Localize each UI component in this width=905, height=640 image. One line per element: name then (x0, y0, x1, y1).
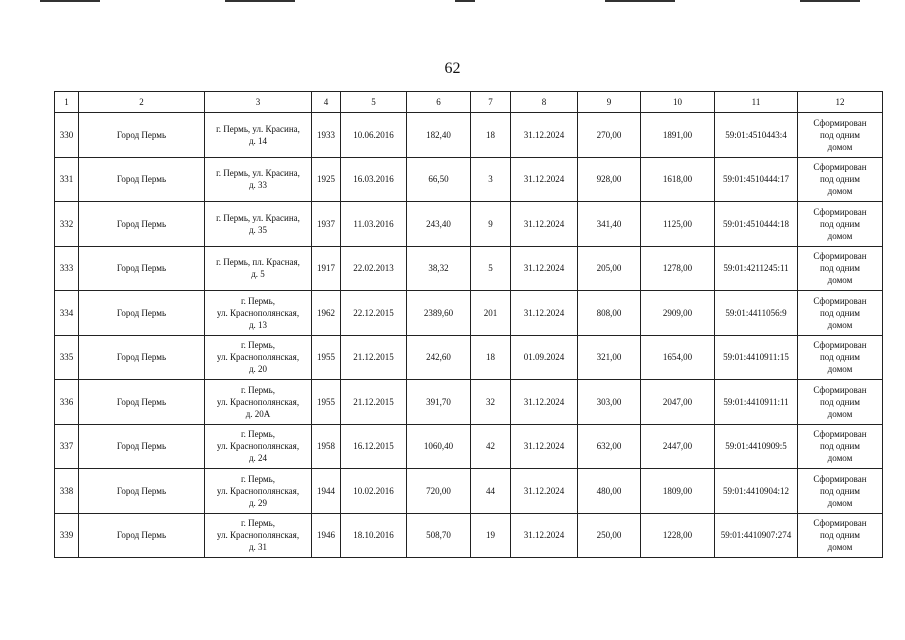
row-number-cell: 336 (55, 380, 79, 425)
value-cell: 1809,00 (641, 469, 715, 514)
address-line: г. Пермь, (240, 518, 276, 529)
value-cell: 1228,00 (641, 513, 715, 558)
address-line: ул. Краснополянская, (216, 485, 300, 496)
area-cell: 391,70 (407, 380, 471, 425)
scan-edge-mark (40, 0, 100, 2)
value-cell: 205,00 (578, 246, 641, 291)
table-row (55, 380, 883, 425)
deadline-date-cell: 01.09.2024 (511, 335, 578, 380)
deadline-date-cell: 31.12.2024 (511, 113, 578, 158)
municipality-cell: Город Пермь (79, 424, 205, 469)
address-line: г. Пермь, ул. Красина, (216, 123, 300, 134)
row-number-cell: 331 (55, 157, 79, 202)
header-row (55, 92, 883, 113)
address-line: ул. Краснополянская, (216, 307, 300, 318)
column-header: 11 (715, 92, 798, 113)
address-line: г. Пермь, ул. Красина, (216, 168, 300, 179)
deadline-date-cell: 31.12.2024 (511, 246, 578, 291)
residents-cell: 32 (471, 380, 511, 425)
value-cell: 1278,00 (641, 246, 715, 291)
cadastral-number-cell: 59:01:4410911:11 (715, 380, 798, 425)
area-cell: 720,00 (407, 469, 471, 514)
cadastral-number-cell: 59:01:4510444:17 (715, 157, 798, 202)
value-cell: 632,00 (578, 424, 641, 469)
date-cell: 16.12.2015 (341, 424, 407, 469)
status-line: под одним (819, 352, 861, 363)
table-row (55, 469, 883, 514)
area-cell: 242,60 (407, 335, 471, 380)
status-line: Сформирован (813, 340, 867, 351)
address-line: ул. Краснополянская, (216, 396, 300, 407)
column-header: 7 (471, 92, 511, 113)
page-number: 62 (444, 60, 461, 77)
value-cell: 1125,00 (641, 202, 715, 247)
cadastral-number-cell: 59:01:4410909:5 (715, 424, 798, 469)
date-cell: 18.10.2016 (341, 513, 407, 558)
status-line: домом (827, 453, 853, 464)
column-header: 9 (578, 92, 641, 113)
value-cell: 303,00 (578, 380, 641, 425)
address-line: д. 24 (248, 453, 268, 464)
address-line: д. 20А (245, 408, 271, 419)
deadline-date-cell: 31.12.2024 (511, 469, 578, 514)
column-header: 4 (312, 92, 341, 113)
cadastral-number-cell: 59:01:4410907:274 (715, 513, 798, 558)
address-line: д. 20 (248, 364, 268, 375)
address-line: д. 29 (248, 497, 268, 508)
address-line: г. Пермь, (240, 384, 276, 395)
value-cell: 808,00 (578, 291, 641, 336)
year-built-cell: 1962 (312, 291, 341, 336)
table-body (55, 113, 883, 558)
status-line: под одним (819, 218, 861, 229)
address-cell (205, 202, 312, 247)
value-cell: 341,40 (578, 202, 641, 247)
table-row (55, 202, 883, 247)
table-row (55, 246, 883, 291)
residents-cell: 3 (471, 157, 511, 202)
address-line: г. Пермь, ул. Красина, (216, 212, 300, 223)
row-number-cell: 330 (55, 113, 79, 158)
date-cell: 10.02.2016 (341, 469, 407, 514)
area-cell: 38,32 (407, 246, 471, 291)
value-cell: 928,00 (578, 157, 641, 202)
deadline-date-cell: 31.12.2024 (511, 157, 578, 202)
deadline-date-cell: 31.12.2024 (511, 202, 578, 247)
address-line: г. Пермь, (240, 295, 276, 306)
municipality-cell: Город Пермь (79, 335, 205, 380)
address-line: г. Пермь, пл. Красная, (216, 257, 300, 268)
status-cell (798, 335, 883, 380)
address-line: г. Пермь, (240, 473, 276, 484)
address-line: д. 35 (248, 224, 268, 235)
value-cell: 321,00 (578, 335, 641, 380)
municipality-cell: Город Пермь (79, 113, 205, 158)
status-line: домом (827, 186, 853, 197)
residents-cell: 19 (471, 513, 511, 558)
area-cell: 182,40 (407, 113, 471, 158)
address-line: г. Пермь, (240, 340, 276, 351)
residents-cell: 201 (471, 291, 511, 336)
municipality-cell: Город Пермь (79, 469, 205, 514)
table-row (55, 335, 883, 380)
status-line: Сформирован (813, 117, 867, 128)
address-line: ул. Краснополянская, (216, 441, 300, 452)
address-cell (205, 335, 312, 380)
table-row (55, 513, 883, 558)
date-cell: 21.12.2015 (341, 335, 407, 380)
address-cell (205, 469, 312, 514)
residents-cell: 18 (471, 335, 511, 380)
table-row (55, 113, 883, 158)
status-line: под одним (819, 396, 861, 407)
column-header: 5 (341, 92, 407, 113)
address-cell (205, 113, 312, 158)
status-line: домом (827, 542, 853, 553)
year-built-cell: 1955 (312, 380, 341, 425)
address-line: д. 13 (248, 319, 268, 330)
residents-cell: 44 (471, 469, 511, 514)
table-row (55, 291, 883, 336)
value-cell: 1891,00 (641, 113, 715, 158)
residents-cell: 5 (471, 246, 511, 291)
deadline-date-cell: 31.12.2024 (511, 424, 578, 469)
year-built-cell: 1933 (312, 113, 341, 158)
address-line: д. 5 (251, 269, 265, 280)
value-cell: 2447,00 (641, 424, 715, 469)
status-line: Сформирован (813, 384, 867, 395)
address-cell (205, 246, 312, 291)
address-cell (205, 157, 312, 202)
address-cell (205, 380, 312, 425)
row-number-cell: 332 (55, 202, 79, 247)
address-line: г. Пермь, (240, 429, 276, 440)
address-line: ул. Краснополянская, (216, 530, 300, 541)
year-built-cell: 1917 (312, 246, 341, 291)
municipality-cell: Город Пермь (79, 157, 205, 202)
value-cell: 270,00 (578, 113, 641, 158)
status-cell (798, 113, 883, 158)
status-cell (798, 380, 883, 425)
status-cell (798, 202, 883, 247)
scan-edge-mark (605, 0, 675, 2)
value-cell: 1654,00 (641, 335, 715, 380)
residents-cell: 9 (471, 202, 511, 247)
municipality-cell: Город Пермь (79, 513, 205, 558)
area-cell: 1060,40 (407, 424, 471, 469)
deadline-date-cell: 31.12.2024 (511, 513, 578, 558)
row-number-cell: 333 (55, 246, 79, 291)
status-line: Сформирован (813, 295, 867, 306)
status-line: под одним (819, 263, 861, 274)
status-cell (798, 291, 883, 336)
cadastral-number-cell: 59:01:4510443:4 (715, 113, 798, 158)
status-cell (798, 246, 883, 291)
value-cell: 250,00 (578, 513, 641, 558)
year-built-cell: 1958 (312, 424, 341, 469)
cadastral-number-cell: 59:01:4411056:9 (715, 291, 798, 336)
table-row (55, 157, 883, 202)
scan-edge-mark (455, 0, 475, 2)
deadline-date-cell: 31.12.2024 (511, 380, 578, 425)
area-cell: 508,70 (407, 513, 471, 558)
address-cell (205, 513, 312, 558)
status-line: домом (827, 319, 853, 330)
table-row (55, 424, 883, 469)
address-line: д. 33 (248, 180, 268, 191)
scan-edge-mark (225, 0, 295, 2)
value-cell: 2047,00 (641, 380, 715, 425)
status-line: домом (827, 275, 853, 286)
status-line: Сформирован (813, 162, 867, 173)
date-cell: 10.06.2016 (341, 113, 407, 158)
status-line: под одним (819, 441, 861, 452)
status-cell (798, 513, 883, 558)
status-line: домом (827, 497, 853, 508)
column-header: 8 (511, 92, 578, 113)
municipality-cell: Город Пермь (79, 202, 205, 247)
residents-cell: 18 (471, 113, 511, 158)
date-cell: 21.12.2015 (341, 380, 407, 425)
column-header: 10 (641, 92, 715, 113)
status-line: под одним (819, 174, 861, 185)
value-cell: 2909,00 (641, 291, 715, 336)
status-line: Сформирован (813, 429, 867, 440)
column-header: 12 (798, 92, 883, 113)
year-built-cell: 1955 (312, 335, 341, 380)
status-line: домом (827, 408, 853, 419)
column-header: 6 (407, 92, 471, 113)
area-cell: 243,40 (407, 202, 471, 247)
address-line: д. 31 (248, 542, 268, 553)
column-header: 3 (205, 92, 312, 113)
area-cell: 66,50 (407, 157, 471, 202)
cadastral-number-cell: 59:01:4410904:12 (715, 469, 798, 514)
address-cell (205, 424, 312, 469)
status-line: под одним (819, 485, 861, 496)
status-line: под одним (819, 307, 861, 318)
status-cell (798, 424, 883, 469)
housing-registry-table (54, 91, 883, 558)
status-cell (798, 469, 883, 514)
status-line: домом (827, 230, 853, 241)
value-cell: 1618,00 (641, 157, 715, 202)
row-number-cell: 334 (55, 291, 79, 336)
date-cell: 22.12.2015 (341, 291, 407, 336)
year-built-cell: 1944 (312, 469, 341, 514)
row-number-cell: 335 (55, 335, 79, 380)
row-number-cell: 338 (55, 469, 79, 514)
cadastral-number-cell: 59:01:4211245:11 (715, 246, 798, 291)
scan-edge-mark (800, 0, 860, 2)
area-cell: 2389,60 (407, 291, 471, 336)
address-cell (205, 291, 312, 336)
column-header: 2 (79, 92, 205, 113)
address-line: ул. Краснополянская, (216, 352, 300, 363)
year-built-cell: 1946 (312, 513, 341, 558)
residents-cell: 42 (471, 424, 511, 469)
year-built-cell: 1925 (312, 157, 341, 202)
status-line: домом (827, 364, 853, 375)
value-cell: 480,00 (578, 469, 641, 514)
row-number-cell: 339 (55, 513, 79, 558)
status-line: под одним (819, 129, 861, 140)
date-cell: 11.03.2016 (341, 202, 407, 247)
date-cell: 16.03.2016 (341, 157, 407, 202)
date-cell: 22.02.2013 (341, 246, 407, 291)
row-number-cell: 337 (55, 424, 79, 469)
status-line: Сформирован (813, 473, 867, 484)
year-built-cell: 1937 (312, 202, 341, 247)
municipality-cell: Город Пермь (79, 291, 205, 336)
cadastral-number-cell: 59:01:4510444:18 (715, 202, 798, 247)
municipality-cell: Город Пермь (79, 380, 205, 425)
column-header: 1 (55, 92, 79, 113)
status-line: Сформирован (813, 518, 867, 529)
municipality-cell: Город Пермь (79, 246, 205, 291)
status-line: под одним (819, 530, 861, 541)
address-line: д. 14 (248, 135, 268, 146)
status-line: домом (827, 141, 853, 152)
deadline-date-cell: 31.12.2024 (511, 291, 578, 336)
status-cell (798, 157, 883, 202)
status-line: Сформирован (813, 251, 867, 262)
status-line: Сформирован (813, 206, 867, 217)
cadastral-number-cell: 59:01:4410911:15 (715, 335, 798, 380)
